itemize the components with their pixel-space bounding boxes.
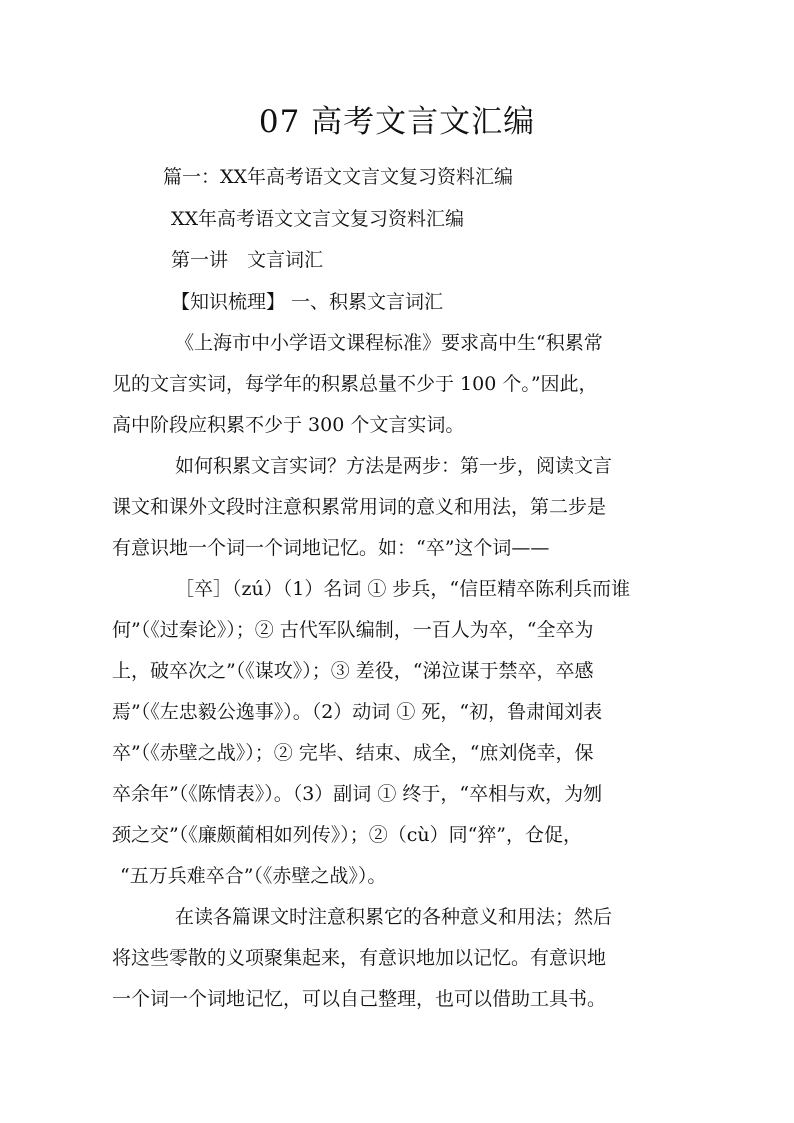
paragraph-line: 卒”（《赤壁之战》）；② 完毕、结束、成全，“庶刘侥幸，保 bbox=[112, 742, 594, 764]
paragraph-line: 焉”（《左忠毅公逸事》）。（2）动词 ① 死，“初，鲁肃闻刘表 bbox=[112, 701, 603, 723]
paragraph-line: 卒余年”（《陈情表》）。（3）副词 ① 终于，“卒相与欢，为刎 bbox=[112, 783, 603, 805]
paragraph-line: “五万兵难卒合”（《赤壁之战》）。 bbox=[120, 865, 387, 887]
heading-article: 篇一：XX年高考语文文言文复习资料汇编 bbox=[163, 166, 514, 188]
paragraph-line: 见的文言实词，每学年的积累总量不少于 100 个。”因此， bbox=[112, 373, 598, 395]
paragraph-line: ［卒］（zú）（1）名词 ① 步兵，“信臣精卒陈利兵而谁 bbox=[175, 578, 631, 600]
paragraph-line: 将这些零散的义项聚集起来，有意识地加以记忆。有意识地 bbox=[112, 947, 607, 969]
paragraph-line: 有意识地一个词一个词地记忆。如：“卒”这个词—— bbox=[112, 537, 550, 559]
paragraph-line: 何”（《过秦论》）；② 古代军队编制，一百人为卒，“全卒为 bbox=[112, 619, 594, 641]
paragraph-line: 《上海市中小学语文课程标准》要求高中生“积累常 bbox=[175, 332, 603, 354]
paragraph-line: 颈之交”（《廉颇蔺相如列传》）；②（cù）同“猝”，仓促， bbox=[112, 824, 583, 846]
document-title: 07 高考文言文汇编 bbox=[258, 104, 536, 140]
paragraph-line: 在读各篇课文时注意积累它的各种意义和用法；然后 bbox=[175, 906, 613, 928]
paragraph-line: 课文和课外文段时注意积累常用词的意义和用法，第二步是 bbox=[112, 496, 607, 518]
paragraph-line: 一个词一个词地记忆，可以自己整理，也可以借助工具书。 bbox=[112, 988, 607, 1010]
heading-lecture: 第一讲 文言词汇 bbox=[171, 249, 324, 271]
heading-knowledge: 【知识梳理】 一、积累文言词汇 bbox=[171, 291, 444, 313]
heading-collection: XX年高考语文文言文复习资料汇编 bbox=[171, 208, 465, 230]
paragraph-line: 上，破卒次之”（《谋攻》）；③ 差役，“涕泣谋于禁卒，卒感 bbox=[112, 660, 594, 682]
paragraph-line: 高中阶段应积累不少于 300 个文言实词。 bbox=[112, 414, 465, 436]
paragraph-line: 如何积累文言实词？方法是两步：第一步，阅读文言 bbox=[175, 455, 613, 477]
